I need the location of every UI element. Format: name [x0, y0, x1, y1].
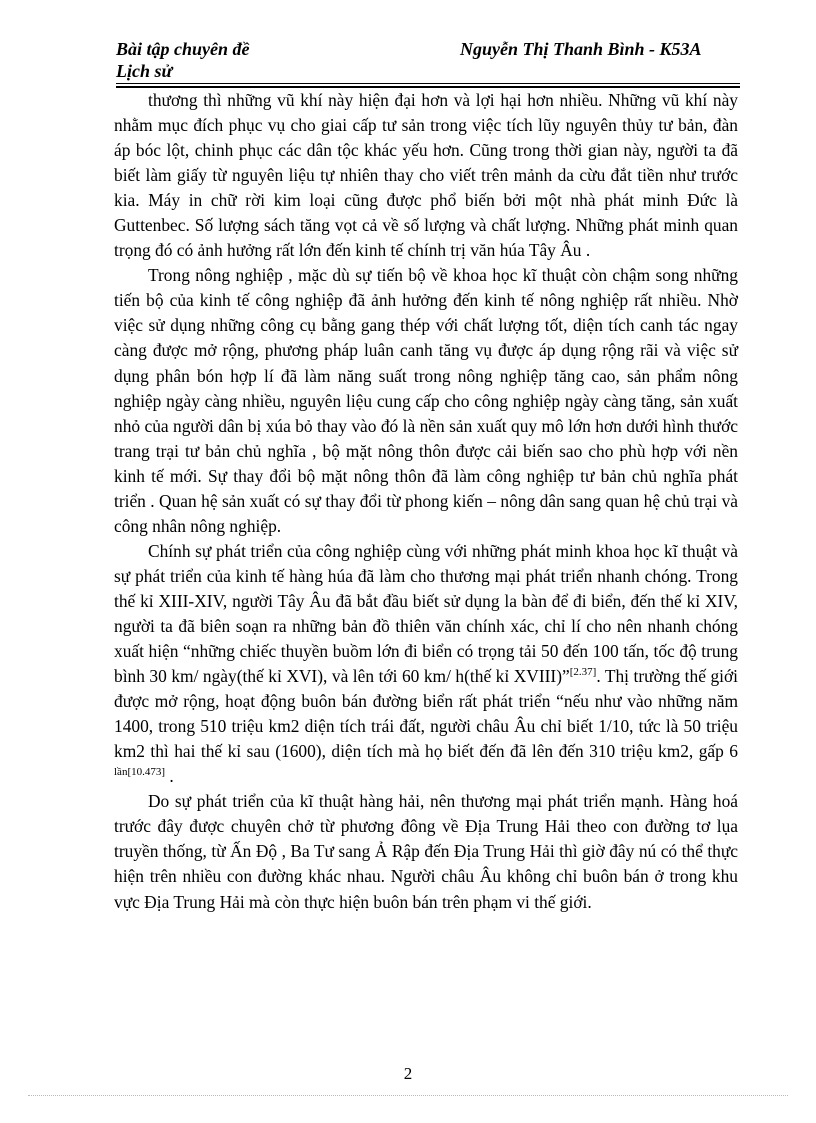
header-course-title	[116, 38, 356, 82]
page-bottom-divider	[28, 1095, 788, 1096]
paragraph-trade-text-1: Chính sự phát triển của công nghiệp cùng với những phát minh khoa học kĩ thuật và sự phát triển của kinh tế hàng húa đã làm cho thương mại phát triển nhanh chóng. Trong thế kỉ XIII-XIV, người Tây Âu đã bắt đầu biết sử dụng la bàn để đi biển, đến thế kỉ XIV, người ta đã biên soạn ra những bản đồ thiên văn chính xác, chỉ lí cho nên nhanh chóng xuất hiện “những chiếc thuyền buồm lớn đi biển có trọng tải 50 đến 100 tấn, tốc độ trung bình 30 km/ ngày(thế kỉ XVI), và lên tới 60 km/ h(thế kỉ XVIII)”	[114, 540, 738, 687]
page-number: 2	[403, 1064, 413, 1083]
paragraph-weapons-printing: thương thì những vũ khí này hiện đại hơn và lợi hại hơn nhiều. Những vũ khí này nhằm mục đích phục vụ cho giai cấp tư sản trong việc tích lũy nguyên thủy tư bản, đàn áp bóc lột, chinh phục các dân tộc khác yếu hơn. Cũng trong thời gian này, người ta đã biết làm giấy từ nguyên liệu tự nhiên thay cho viết trên mảnh da cừu đắt tiền như trước kia. Máy in chữ rời kim loại cũng được phổ biến bởi một nhà phát minh Đức là Guttenbec. Số lượng sách tăng vọt cả về số lượng và chất lượng. Những phát minh quan trọng đó có ảnh hưởng rất lớn đến kinh tế chính trị văn húa Tây Âu .	[114, 90, 738, 261]
header-course-line2: Lịch sử	[116, 61, 173, 81]
header-author: Nguyễn Thị Thanh Bình - K53A	[460, 39, 702, 59]
header-divider-thin	[116, 83, 740, 84]
paragraph-trade	[114, 539, 738, 789]
citation-ref: lần[10.473]	[114, 766, 166, 779]
paragraph-agriculture: Trong nông nghiệp , mặc dù sự tiến bộ về khoa học kĩ thuật còn chậm song những tiến bộ của kinh tế công nghiệp đã ảnh hưởng đến kinh tế nông nghiệp rất nhiều. Nhờ việc sử dụng những công cụ bằng gang thép với chất lượng tốt, diện tích canh tác ngay càng được mở rộng, phương pháp luân canh tăng vụ được áp dụng rộng rãi và việc sử dụng phân bón hợp lí đã làm năng suất trong nông nghiệp tăng cao, sản phẩm nông nghiệp ngày càng nhiều, nguyên liệu cung cấp cho công nghiệp ngày càng tăng, sản xuất nhỏ của người dân bị xúa bỏ thay vào đó là nền sản xuất quy mô lớn hơn dưới hình thước trang trại tư bản chủ nghĩa , bộ mặt nông thôn được cải biến sao cho phù hợp với nền kinh tế mới. Sự thay đổi bộ mặt nông thôn đã làm công nghiệp tư bản chủ nghĩa phát triển . Quan hệ sản xuất có sự thay đổi từ phong kiến – nông dân sang quan hệ chủ trại và công nhân nông nghiệp.	[114, 265, 738, 536]
paragraph-maritime: Do sự phát triển của kĩ thuật hàng hải, nên thương mại phát triển mạnh. Hàng hoá trước đây được chuyên chở từ phương đông về Địa Trung Hải theo con đường tơ lụa truyền thống, từ Ấn Độ , Ba Tư sang Ả Rập đến Địa Trung Hải thì giờ đây nú có thể thực hiện trên nhiều con đường khác nhau. Người châu Âu không chỉ buôn bán ở trong khu vực Địa Trung Hải mà còn thực hiện buôn bán trên phạm vi thế giới.	[114, 791, 738, 912]
page-header	[116, 38, 740, 86]
paragraph-trade-text-2: . Thị trường thế giới được mở rộng, hoạt động buôn bán đường biển rất phát triển “nếu như vào những năm 1400, trong 510 triệu km2 diện tích trái đất, người châu Âu chỉ biết 1/10, tức là 50 triệu km2 thì hai thế kỉ sau (1600), diện tích mà họ biết đến đã lên đến 310 triệu km2, gấp 6	[114, 666, 738, 762]
header-course-line1: Bài tập chuyên đề	[116, 39, 250, 59]
citation-ref: [2.37]	[569, 666, 597, 679]
paragraph-trade-text-3: .	[165, 766, 174, 787]
body-text	[114, 88, 738, 915]
